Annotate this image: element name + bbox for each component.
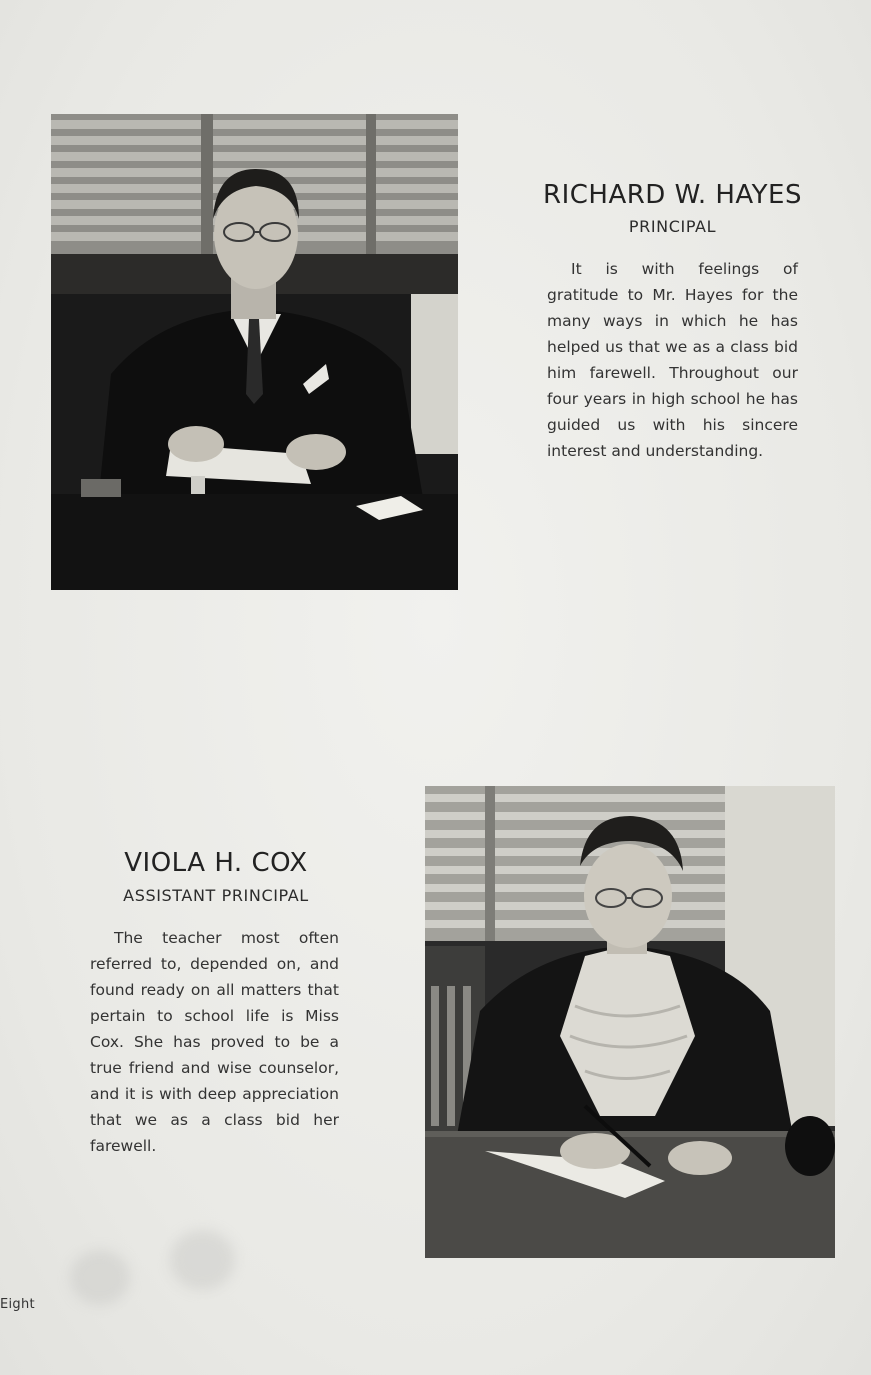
assistant-principal-bio: The teacher most often referred to, depended on, and found ready on all matters that pertain to school life is Miss Cox. She has proved to be a true friend and wise counselor, and it is with deep appreciation that we as a class bid her farewell. bbox=[90, 929, 339, 1155]
paper-smudge bbox=[70, 1250, 130, 1305]
principal-name: RICHARD W. HAYES bbox=[543, 180, 802, 210]
principal-photo-illustration bbox=[51, 114, 458, 590]
paper-smudge bbox=[170, 1230, 235, 1290]
principal-bio: It is with feelings of gratitude to Mr. Hayes for the many ways in which he has helped us that we as a class bid him farewell. Throughout our four years in high school he has guided us with his sincere interest and understanding. bbox=[547, 260, 798, 460]
page-number: Eight bbox=[0, 1297, 35, 1312]
assistant-principal-photo bbox=[425, 786, 835, 1258]
assistant-principal-title: ASSISTANT PRINCIPAL bbox=[123, 886, 309, 905]
assistant-principal-photo-illustration bbox=[425, 786, 835, 1258]
principal-title: PRINCIPAL bbox=[628, 217, 717, 236]
principal-photo bbox=[51, 114, 458, 590]
assistant-principal-name: VIOLA H. COX bbox=[124, 848, 308, 878]
